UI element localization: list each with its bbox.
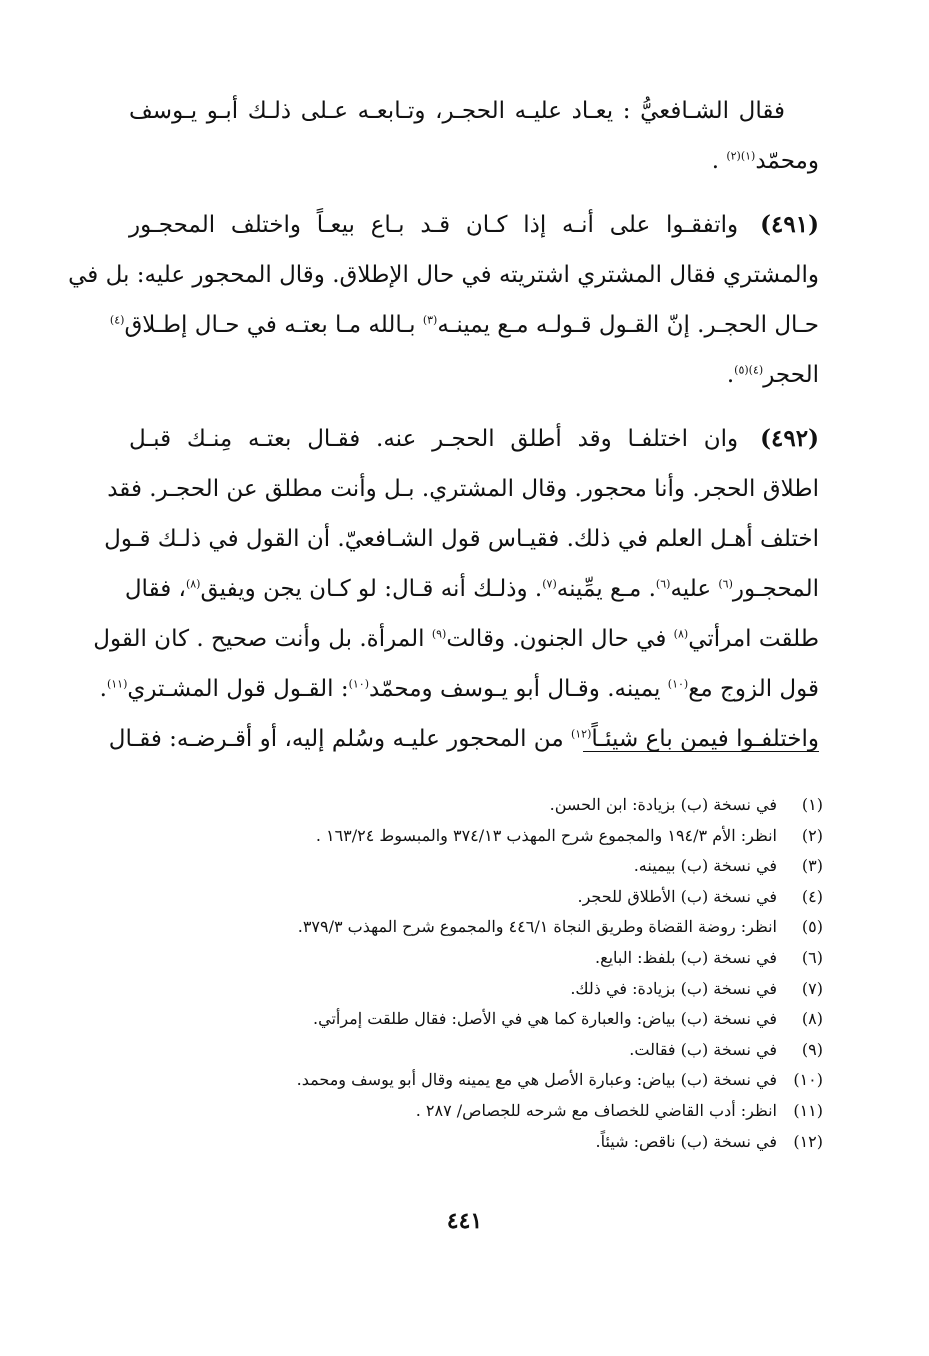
footnote [123,1035,823,1066]
footnote [123,821,823,852]
text-line [129,200,819,250]
text-line [107,464,819,514]
footnote-ref: (٨) [673,627,689,641]
footnote-ref: (١٠) [667,677,689,691]
footnote [123,943,823,974]
text-segment: . [711,148,727,174]
footnote-number: (١٠) [793,1070,823,1090]
footnote-ref: (٤) [109,313,125,327]
text-segment: . [726,362,735,388]
footnote-text: في نسخة (ب) بيمينه. [633,856,777,876]
text-segment: واختلفـوا فيمن باع شيئـاً [591,726,819,752]
footnote-text: في نسخة (ب) بزيادة: في ذلك. [570,978,777,998]
text-segment: قول الزوج مع [688,676,819,702]
footnote [123,912,823,943]
paragraph-492 [93,414,819,764]
page-number: ٤٤١ [446,1208,483,1234]
text-segment: من المحجور عليـه وسُلم إليه، أو أقـرضـه: فقـال [108,726,571,752]
footnote-text: انظر: أدب القاضي للخصاف مع شرحه للجصاص/ ٢٨٧ . [415,1100,777,1120]
footnote-divider [583,751,819,752]
footnote [123,1096,823,1127]
footnote-text: في نسخة (ب) بياض: والعبارة كما هي في الأصل: فقال طلقت إمرأتي. [313,1009,777,1029]
footnote-text: في نسخة (ب) فقالت. [629,1039,777,1059]
footnote-ref: (١)(٢) [726,149,756,163]
paragraph [129,86,819,186]
text-line [108,714,819,764]
text-segment: حـال الحجـر. إنّ القـول قـولـه مـع يمينـه [437,312,819,338]
footnote-text: انظر: روضة القضاة وطريق النجاة ٤٤٦/١ والمجموع شرح المهذب ٣٧٩/٣. [297,917,777,937]
paragraph-491 [68,200,819,400]
footnote [123,974,823,1005]
text-segment: يمينه. وقـال أبو يـوسف ومحمّد [369,676,668,702]
text-segment: واتفقـوا على أنـه إذا كـان قـد بـاع بيعـاً واختلف المحجـور [129,212,739,238]
footnotes-list [123,790,823,1157]
footnote [123,882,823,913]
text-line [99,664,819,714]
text-segment: بـالله مـا بعتـه في حـال إطـلاق [124,312,423,338]
footnote-number: (٩) [801,1039,823,1059]
footnote-ref: (٧) [542,577,557,591]
footnote-ref: (١٠) [348,677,369,691]
footnote-number: (٧) [801,978,823,998]
text-segment: ومحمّد [755,148,819,174]
text-segment: ، فقال [124,576,186,602]
footnote-text: في نسخة (ب) بلفظ: البايع. [594,947,777,967]
footnote-number: (١) [801,795,823,814]
text-line [93,614,819,664]
text-segment: الحجر [763,362,819,388]
paragraph-number: (٤٩١) [760,211,819,238]
text-segment: طلقت امرأتي [688,626,819,652]
footnote [123,1065,823,1096]
footnote [123,851,823,882]
text-segment: المرأة. بل وأنت صحيح . كان القول [93,626,432,652]
footnote-ref: (٦) [718,577,733,591]
footnote-text: في نسخة (ب) ناقص: شيئاً. [595,1131,777,1151]
text-line [129,414,819,464]
main-text [68,86,819,778]
footnote-ref: (١٢) [570,727,592,741]
footnote-number: (٢) [801,825,823,845]
paragraph-number: (٤٩٢) [760,425,819,452]
footnote [123,1127,823,1158]
footnote-ref: (٩) [431,627,447,641]
footnote-number: (٥) [801,917,823,937]
text-segment: في حال الجنون. وقالت [446,626,674,652]
text-segment: المحجـور [732,576,819,602]
footnote-number: (١٢) [793,1131,823,1151]
text-segment: : القـول قول المشـتري [127,676,349,702]
text-line [129,136,819,186]
text-line [129,350,819,400]
footnote-text: في نسخة (ب) بزيادة: ابن الحسن. [549,795,777,814]
text-segment: اطلاق الحجر. وأنا محجور. وقال المشتري. بـل وأنت مطلق عن الحجـر. فقد [107,476,819,502]
text-line [124,564,819,614]
footnote-number: (٤) [801,886,823,906]
footnote [123,1004,823,1035]
footnote-ref: (٨) [185,577,201,591]
text-line [104,514,819,564]
footnote-number: (٨) [801,1009,823,1029]
footnote-text: انظر: الأم ١٩٤/٣ والمجموع شرح المهذب ٣٧٤/١٣ والمبسوط ١٦٣/٢٤ . [315,825,777,845]
text-segment: . مـع يمِّينه [556,576,656,602]
footnote-text: في نسخة (ب) بياض: وعبارة الأصل هي مع يمينه وقال أبو يوسف ومحمد. [296,1070,777,1090]
footnote-text: في نسخة (ب) الأطلاق للحجر. [577,886,777,906]
text-line [109,300,819,350]
text-segment: . وذلـك أنه قـال: لو كـان يجن ويفيق [200,576,543,602]
footnote-ref: (٤)(٥) [734,363,764,377]
footnote-ref: (٦) [655,577,671,591]
text-segment: والمشتري فقال المشتري اشتريته في حال الإطلاق. وقال المحجور عليه: بل في [68,262,819,288]
footnote-number: (٣) [801,856,823,876]
text-segment: فقال الشـافعيُّ : يعـاد عليـه الحجـر، وتـابعـه عـلى ذلـك أبـو يـوسف [129,98,785,124]
text-line [68,250,819,300]
footnote [123,790,823,821]
footnote-ref: (١١) [106,677,128,691]
footnote-ref: (٣) [422,313,438,327]
footnote-number: (١١) [793,1100,823,1120]
text-segment: وان اختلفـا وقد أطلق الحجـر عنه. فقـال بعتـه مِنـك قبـل [129,426,739,452]
text-segment: اختلف أهـل العلم في ذلك. فقيـاس قول الشـافعيّ. أن القول في ذلـك قـول [104,526,819,552]
text-segment: . [99,676,107,702]
footnote-number: (٦) [801,947,823,967]
text-line [129,86,819,136]
text-segment: عليه [670,576,719,602]
